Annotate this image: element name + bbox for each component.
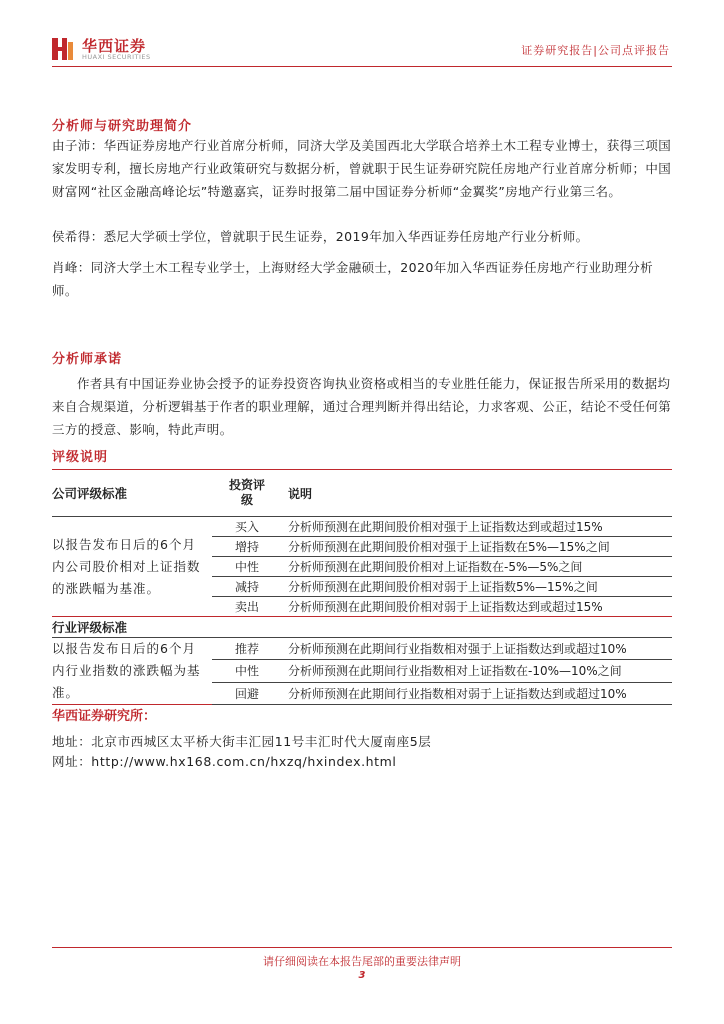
industry-rating-title: 行业评级标准 — [52, 620, 128, 635]
logo-text: 华西证券 — [82, 37, 147, 55]
page-header — [0, 0, 724, 70]
institute-website[interactable]: 网址：http://www.hx168.com.cn/hxzq/hxindex.html — [52, 754, 397, 769]
industry-rating-desc: 分析师预测在此期间行业指数相对弱于上证指数达到或超过10% — [282, 682, 672, 704]
col-rating-header: 投资评级 — [228, 478, 265, 507]
header-divider — [52, 66, 672, 67]
analyst-bio-2: 侯希得：悉尼大学硕士学位，曾就职于民生证券，2019年加入华西证券任房地产行业分析师。 — [52, 229, 589, 244]
analyst-bio-3: 肖峰：同济大学土木工程专业学士，上海财经大学金融硕士，2020年加入华西证券任房地产行业助理分析师。 — [52, 260, 654, 298]
industry-rating: 回避 — [212, 682, 282, 704]
industry-rating-desc: 分析师预测在此期间行业指数相对上证指数在-10%—10%之间 — [282, 660, 672, 682]
company-rating-desc: 分析师预测在此期间股价相对强于上证指数在5%—15%之间 — [282, 537, 672, 557]
industry-rating: 推荐 — [212, 638, 282, 660]
company-rating-desc: 分析师预测在此期间股价相对弱于上证指数达到或超过15% — [282, 597, 672, 617]
industry-rating-desc: 分析师预测在此期间行业指数相对强于上证指数达到或超过10% — [282, 638, 672, 660]
industry-rating: 中性 — [212, 660, 282, 682]
institute-title: 华西证券研究所： — [52, 709, 157, 724]
company-rating: 卖出 — [212, 597, 282, 617]
rating-table — [52, 469, 672, 705]
company-rating-desc: 分析师预测在此期间股价相对弱于上证指数5%—15%之间 — [282, 577, 672, 597]
rating-title: 评级说明 — [52, 450, 109, 465]
company-rating-desc: 分析师预测在此期间股价相对强于上证指数达到或超过15% — [282, 517, 672, 537]
company-rating: 减持 — [212, 577, 282, 597]
analysts-title: 分析师与研究助理简介 — [52, 119, 193, 134]
industry-basis: 以报告发布日后的6个月内行业指数的涨跌幅为基准。 — [52, 638, 212, 705]
company-rating: 中性 — [212, 557, 282, 577]
institute-address: 地址：北京市西城区太平桥大街丰汇园11号丰汇时代大厦南座5层 — [52, 734, 432, 749]
company-rating-desc: 分析师预测在此期间股价相对上证指数在-5%—5%之间 — [282, 557, 672, 577]
page-number: 3 — [358, 970, 366, 981]
legal-notice: 请仔细阅读在本报告尾部的重要法律声明 — [263, 955, 461, 968]
company-rating-title: 公司评级标准 — [52, 486, 128, 501]
company-basis: 以报告发布日后的6个月内公司股价相对上证指数的涨跌幅为基准。 — [52, 517, 212, 617]
col-desc-header: 说明 — [288, 486, 313, 501]
commitment-title: 分析师承诺 — [52, 352, 123, 367]
commitment-text: 作者具有中国证券业协会授予的证券投资咨询执业资格或相当的专业胜任能力，保证报告所采用的数据均来自合规渠道，分析逻辑基于作者的职业理解，通过合理判断并得出结论，力求客观、公正，结论不受任何第三方的授意、影响，特此声明。 — [52, 376, 672, 437]
huaxi-logo-icon — [50, 36, 76, 62]
company-rating: 买入 — [212, 517, 282, 537]
logo-subtext: HUAXI SECURITIES — [82, 53, 151, 61]
footer-divider — [52, 947, 672, 948]
company-rating: 增持 — [212, 537, 282, 557]
analyst-bio-1: 由子沛：华西证券房地产行业首席分析师，同济大学及美国西北大学联合培养土木工程专业博士，获得三项国家发明专利，擅长房地产行业政策研究与数据分析，曾就职于民生证券研究院任房地产行业首席分析师；中国财富网“社区金融高峰论坛”特邀嘉宾，证券时报第二届中国证券分析师“金翼奖”房地产行业第三名。 — [52, 138, 672, 199]
report-type: 证券研究报告|公司点评报告 — [521, 44, 670, 57]
